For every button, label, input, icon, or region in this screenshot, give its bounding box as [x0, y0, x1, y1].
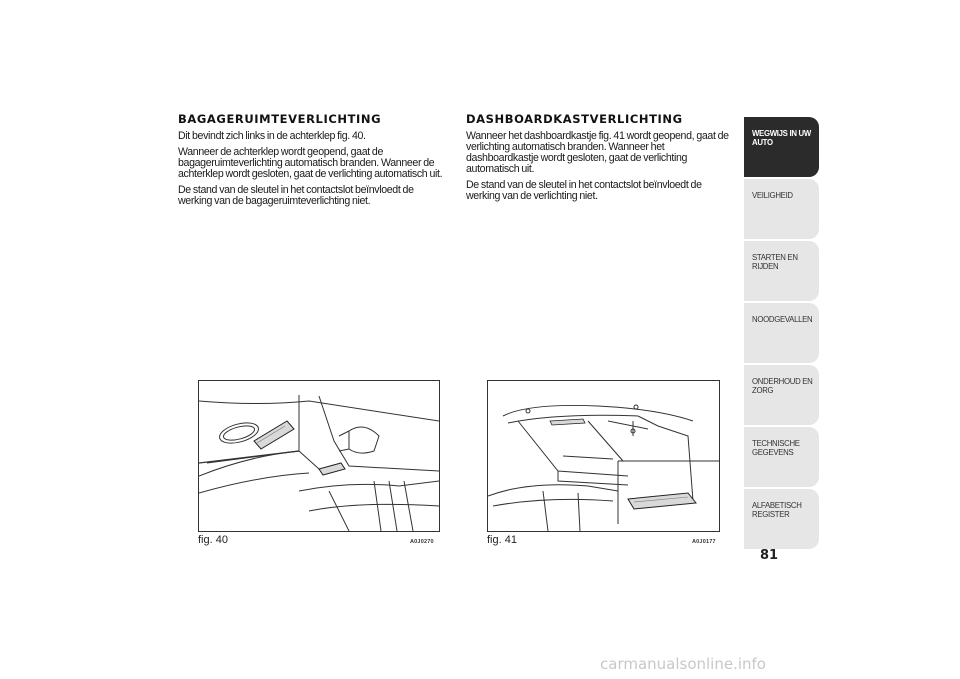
- tab-veiligheid[interactable]: VEILIGHEID: [744, 179, 819, 239]
- tab-noodgevallen[interactable]: NOODGEVALLEN: [744, 303, 819, 363]
- section-heading: DASHBOARDKASTVERLICHTING: [466, 112, 683, 126]
- tab-alfabetisch-register[interactable]: ALFABETISCH REGISTER: [744, 489, 819, 549]
- figure-41-illustration: [487, 380, 720, 532]
- tab-onderhoud-en-zorg[interactable]: ONDERHOUD EN ZORG: [744, 365, 819, 425]
- section-heading: BAGAGERUIMTEVERLICHTING: [178, 112, 382, 126]
- section-glovebox-light: [466, 112, 734, 207]
- paragraph: De stand van de sleutel in het contactslot beïnvloedt de werking van de verlichting niet.: [466, 179, 702, 202]
- section-luggage-light: [178, 112, 446, 212]
- paragraph: De stand van de sleutel in het contactslot beïnvloedt de werking van de bagageruimteverlichting niet.: [178, 184, 414, 207]
- figure-40-illustration: [198, 380, 440, 532]
- tab-technische-gegevens[interactable]: TECHNISCHE GEGEVENS: [744, 427, 819, 487]
- figure-caption: fig. 40: [198, 534, 228, 546]
- figure-caption: fig. 41: [487, 534, 517, 546]
- paragraph: Wanneer de achterklep wordt geopend, gaat de bagageruimteverlichting automatisch branden. Wanneer de achterklep wordt gesloten, gaat de verlichting automatisch uit.: [178, 146, 443, 180]
- page-number: 81: [760, 548, 779, 563]
- figure-code: A0J0270: [410, 539, 434, 545]
- paragraph: Wanneer het dashboardkastje fig. 41 wordt geopend, gaat de verlichting automatisch branden. Wanneer het dashboardkastje wordt gesloten, gaat de verlichting automatisch uit.: [466, 130, 729, 175]
- paragraph: Dit bevindt zich links in de achterklep fig. 40.: [178, 130, 366, 142]
- tab-wegwijs-in-uw-auto[interactable]: WEGWIJS IN UW AUTO: [744, 117, 819, 177]
- figure-code: A0J0177: [692, 539, 716, 545]
- tab-starten-en-rijden[interactable]: STARTEN EN RIJDEN: [744, 241, 819, 301]
- watermark: carmanualsonline.info: [600, 655, 766, 673]
